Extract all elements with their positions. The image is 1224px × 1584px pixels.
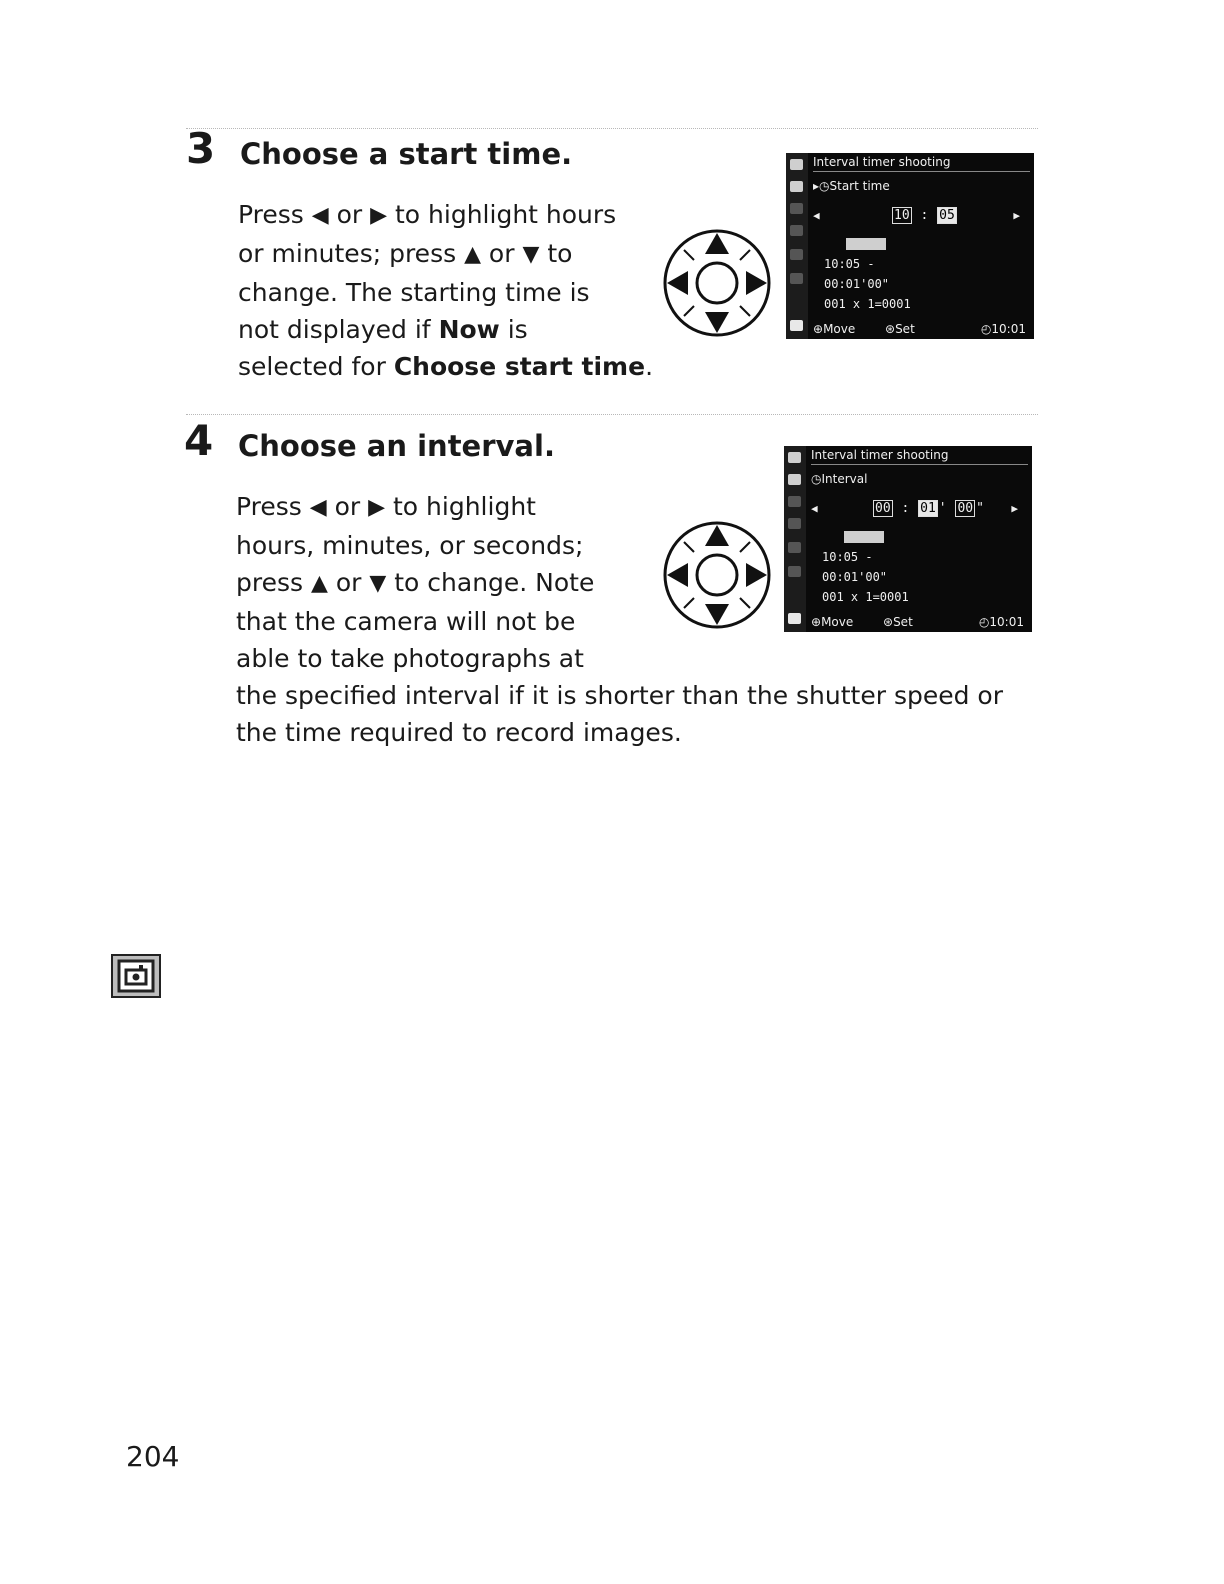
step-number: 4 <box>184 416 214 465</box>
text-run: Press <box>236 492 310 521</box>
text-run: change. The starting time is <box>238 278 590 307</box>
time-separator: " <box>976 501 984 516</box>
left-arrow-icon: ◀ <box>813 209 820 222</box>
up-button-glyph: ▲ <box>464 242 481 267</box>
set-hint: ⊛Set <box>885 322 915 336</box>
lcd-header: Interval timer shooting <box>813 155 1030 172</box>
text-run: or minutes; press <box>238 239 465 268</box>
lcd-subtitle: ◷Interval <box>811 472 868 486</box>
time-field: 00 <box>957 501 974 516</box>
camera-lcd-interval <box>784 446 1032 632</box>
shooting-chapter-icon <box>111 954 161 998</box>
move-hint: ⊕Move <box>811 615 854 629</box>
menu-tab-column <box>784 446 806 632</box>
text-run: to highlight <box>385 492 536 521</box>
text-line <box>238 348 653 385</box>
lcd-info-interval: 00:01'00" <box>824 277 890 291</box>
shooting-menu-icon <box>790 181 803 192</box>
time-separator: : <box>912 208 937 223</box>
time-separator: ' <box>938 501 955 516</box>
menu-option-name: Now <box>438 315 500 344</box>
text-line <box>238 235 653 274</box>
help-icon <box>788 613 801 624</box>
lcd-info-count: 001 x 1=0001 <box>824 297 911 311</box>
text-run: to <box>539 239 573 268</box>
text-run: to change. Note <box>386 568 595 597</box>
text-run: Press <box>238 200 312 229</box>
interval-icon: ◷ <box>811 472 822 486</box>
section-rule-top <box>186 128 1038 129</box>
left-button-glyph: ◀ <box>311 203 329 228</box>
step-body-text <box>238 196 653 385</box>
page-number: 204 <box>126 1440 180 1473</box>
text-run: able to take photographs at <box>236 644 584 673</box>
lcd-value <box>872 500 984 517</box>
text-run: selected for <box>238 352 394 381</box>
step-title: Choose an interval. <box>238 429 555 463</box>
text-line <box>238 311 653 348</box>
down-button-glyph: ▼ <box>369 571 387 596</box>
custom-setting-icon <box>788 496 801 507</box>
clock-readout: ◴10:01 <box>978 615 1024 629</box>
lcd-info-start: 10:05 - <box>824 257 875 271</box>
lcd-subtitle: ▸◷Start time <box>813 179 890 193</box>
lcd-value <box>891 207 958 224</box>
menu-option-name: Choose start time <box>393 352 646 381</box>
time-field: 01 <box>920 501 936 516</box>
text-run: the specified interval if it is shorter than the shutter speed or <box>236 681 1004 710</box>
timer-mode-icon <box>844 531 884 543</box>
lcd-info-count: 001 x 1=0001 <box>822 590 909 604</box>
menu-tab-column <box>786 153 808 339</box>
up-button-glyph: ▲ <box>310 571 328 596</box>
text-run: that the camera will not be <box>236 607 576 636</box>
text-line <box>236 677 1003 714</box>
text-run: . <box>645 352 654 381</box>
text-run: to highlight hours <box>387 200 617 229</box>
left-arrow-icon: ◀ <box>811 502 818 515</box>
section-rule-middle <box>186 414 1038 415</box>
right-button-glyph: ▶ <box>370 203 388 228</box>
text-run: the time required to record images. <box>236 718 682 747</box>
text-run: or <box>327 568 370 597</box>
camera-lcd-start-time <box>786 153 1034 339</box>
text-line <box>238 196 653 235</box>
right-arrow-icon: ▶ <box>1011 502 1018 515</box>
text-run: or <box>480 239 523 268</box>
lcd-info-interval: 00:01'00" <box>822 570 888 584</box>
time-separator: : <box>893 501 918 516</box>
text-run: is <box>499 315 528 344</box>
multi-selector-icon <box>662 520 772 630</box>
text-run: press <box>236 568 311 597</box>
help-icon <box>790 320 803 331</box>
setup-menu-icon <box>788 518 801 529</box>
step-number: 3 <box>186 124 216 173</box>
text-line <box>236 640 1003 677</box>
time-field: 10 <box>894 208 910 223</box>
retouch-menu-icon <box>788 542 801 553</box>
left-button-glyph: ◀ <box>309 495 327 520</box>
text-run: or <box>328 200 371 229</box>
step-title: Choose a start time. <box>240 137 573 171</box>
time-field: 00 <box>875 501 891 516</box>
right-arrow-icon: ▶ <box>1013 209 1020 222</box>
text-run: not displayed if <box>238 315 439 344</box>
clock-readout: ◴10:01 <box>980 322 1026 336</box>
multi-selector-icon <box>662 228 772 338</box>
text-line <box>238 274 653 311</box>
time-field: 05 <box>939 208 955 223</box>
text-line <box>236 714 1003 751</box>
recent-settings-icon <box>788 566 801 577</box>
playback-menu-icon <box>788 452 801 463</box>
setup-menu-icon <box>790 225 803 236</box>
shooting-menu-icon <box>788 474 801 485</box>
down-button-glyph: ▼ <box>522 242 540 267</box>
start-time-icon: ▸◷ <box>813 179 830 193</box>
move-hint: ⊕Move <box>813 322 856 336</box>
right-button-glyph: ▶ <box>368 495 386 520</box>
lcd-header: Interval timer shooting <box>811 448 1028 465</box>
custom-setting-icon <box>790 203 803 214</box>
retouch-menu-icon <box>790 249 803 260</box>
text-run: or <box>326 492 369 521</box>
text-run: hours, minutes, or seconds; <box>236 531 584 560</box>
recent-settings-icon <box>790 273 803 284</box>
lcd-info-start: 10:05 - <box>822 550 873 564</box>
timer-mode-icon <box>846 238 886 250</box>
playback-menu-icon <box>790 159 803 170</box>
set-hint: ⊛Set <box>883 615 913 629</box>
